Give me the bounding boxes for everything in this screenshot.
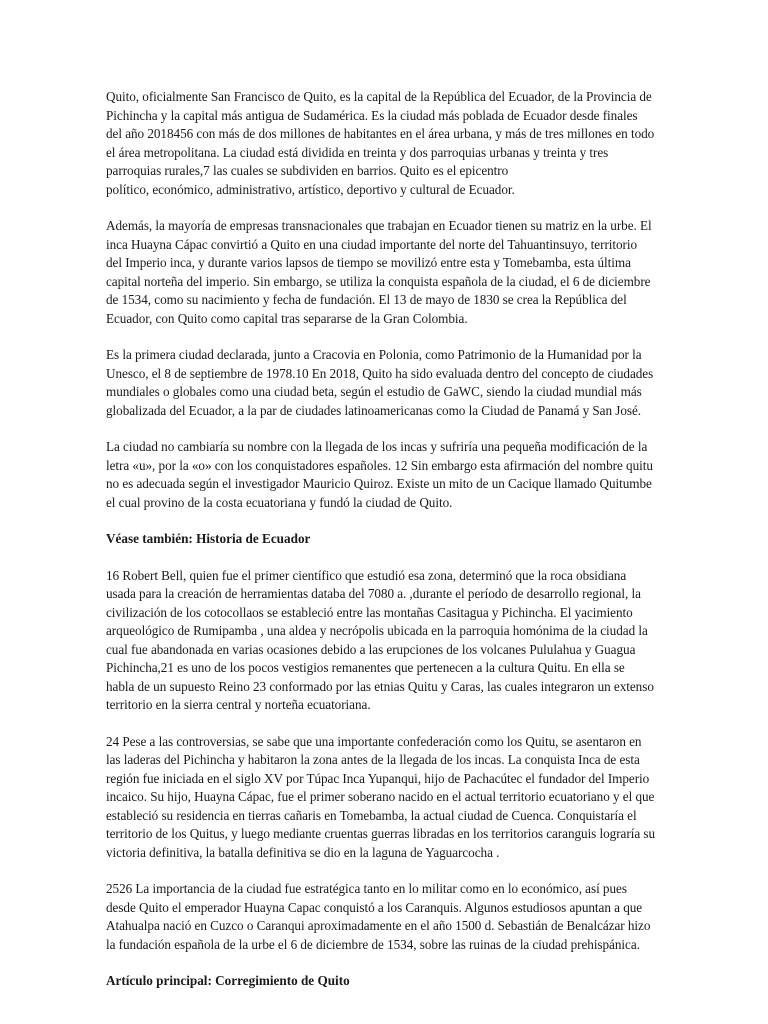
- text-line: arqueológico de Rumipamba , una aldea y necrópolis ubicada en la parroquia homónima de la ciudad la: [106, 623, 648, 638]
- text-line: Pichincha,21 es uno de los pocos vestigios remanentes que pertenecen a la cultura Quitu. En ella se: [106, 660, 625, 675]
- text-line: 2526 La importancia de la ciudad fue estratégica tanto en lo militar como en lo económico, así pues: [106, 881, 627, 896]
- paragraph-inca-conquest: [106, 733, 662, 863]
- text-line: región fue iniciada en el siglo XV por Túpac Inca Yupanqui, hijo de Pachacútec el fundador del Imperio: [106, 770, 650, 786]
- paragraph-prehistory: [106, 567, 662, 715]
- text-line: La ciudad no cambiaría su nombre con la llegada de los incas y sufriría una pequeña modificación de la: [106, 439, 648, 454]
- text-line: no es adecuada según el investigador Mauricio Quiroz. Existe un mito de un Cacique llamado Quitumbe: [106, 476, 652, 491]
- paragraph-intro: [106, 88, 662, 199]
- text-line: cual fue abandonada en varias ocasiones debido a las erupciones de los volcanes Pululahua y Guagua: [106, 641, 636, 657]
- text-line: las laderas del Pichincha y habitaron la zona antes de la llegada de los incas. La conquista Inca de esta: [106, 752, 640, 767]
- text-line: victoria definitiva, la batalla definitiva se dio en la laguna de Yaguarcocha .: [106, 844, 500, 860]
- text-line: Pichincha y la capital más antigua de Sudamérica. Es la ciudad más poblada de Ecuador desde finales: [106, 107, 638, 123]
- text-line: inca Huayna Cápac convirtió a Quito en una ciudad importante del norte del Tahuantinsuyo, territorio: [106, 236, 638, 252]
- paragraph-name-origin: [106, 438, 662, 512]
- text-line: Unesco, el 8 de septiembre de 1978.10 En 2018, Quito ha sido evaluada dentro del concepto de ciudades: [106, 365, 654, 381]
- main-article-heading: Artículo principal: Corregimiento de Quito: [106, 973, 350, 988]
- text-line: de 1534, como su nacimiento y fecha de fundación. El 13 de mayo de 1830 se crea la República del: [106, 292, 627, 307]
- text-line: capital norteña del imperio. Sin embargo, se utiliza la conquista española de la ciudad, el 6 de diciembre: [106, 273, 651, 289]
- text-line: Quito, oficialmente San Francisco de Quito, es la capital de la República del Ecuador, de la Provincia de: [106, 89, 652, 104]
- text-line: parroquias rurales,7 las cuales se subdividen en barrios. Quito es el epicentro: [106, 163, 509, 178]
- text-line: desde Quito el emperador Huayna Capac conquistó a los Caranquis. Algunos estudiosos apuntan a que: [106, 899, 643, 915]
- text-line: Atahualpa nació en Cuzco o Caranqui aproximadamente en el año 1500 d. Sebastián de Benalcázar hizo: [106, 918, 651, 933]
- text-line: el área metropolitana. La ciudad está dividida en treinta y dos parroquias urbanas y treinta y tres: [106, 144, 609, 160]
- paragraph-heritage: [106, 346, 662, 420]
- text-line: político, económico, administrativo, artístico, deportivo y cultural de Ecuador.: [106, 181, 515, 197]
- text-line: 24 Pese a las controversias, se sabe que una importante confederación como los Quitu, se asentaron en: [106, 733, 642, 749]
- text-line: Es la primera ciudad declarada, junto a Cracovia en Polonia, como Patrimonio de la Humanidad por la: [106, 347, 642, 362]
- text-line: civilización de los cotocollaos se estableció entre las montañas Casitagua y Pichincha. El yacimiento: [106, 604, 633, 620]
- see-also-heading: Véase también: Historia de Ecuador: [106, 531, 311, 546]
- paragraph-history: [106, 217, 662, 328]
- text-line: territorio en la sierra central y norteña ecuatoriana.: [106, 697, 371, 712]
- text-line: globalizada del Ecuador, a la par de ciudades latinoamericanas como la Ciudad de Panamá y San José.: [106, 402, 642, 418]
- text-line: letra «u», por la «o» con los conquistadores españoles. 12 Sin embargo esta afirmación del nombre quitu: [106, 457, 653, 473]
- paragraph-spanish-foundation: [106, 880, 662, 954]
- text-line: mundiales o globales como una ciudad beta, según el estudio de GaWC, siendo la ciudad mundial más: [106, 384, 642, 399]
- text-line: usada para la creación de herramientas databa del 7080 a. ,durante el período de desarrollo regional, la: [106, 586, 641, 601]
- text-line: 16 Robert Bell, quien fue el primer científico que estudió esa zona, determinó que la roca obsidiana: [106, 567, 627, 583]
- text-line: Ecuador, con Quito como capital tras separarse de la Gran Colombia.: [106, 310, 468, 326]
- text-line: habla de un supuesto Reino 23 conformado por las etnias Quitu y Caras, las cuales integraron un extenso: [106, 678, 654, 694]
- text-line: territorio de los Quitus, y luego mediante cruentas guerras libradas en los territorios caranguis lograría su: [106, 826, 655, 841]
- text-line: del Imperio inca, y durante varios lapsos de tiempo se movilizó entre esta y Tomebamba, esta última: [106, 255, 631, 270]
- document-page: [106, 88, 662, 1009]
- text-line: incaico. Su hijo, Huayna Cápac, fue el primer soberano nacido en el actual territorio ecuatoriano y el que: [106, 789, 655, 804]
- text-line: Además, la mayoría de empresas transnacionales que trabajan en Ecuador tienen su matriz en la urbe. El: [106, 218, 652, 233]
- text-line: del año 2018456 con más de dos millones de habitantes en el área urbana, y más de tres millones en todo: [106, 126, 655, 141]
- text-line: el cual provino de la costa ecuatoriana y fundó la ciudad de Quito.: [106, 494, 453, 510]
- text-line: la fundación española de la urbe el 6 de diciembre de 1534, sobre las ruinas de la ciudad prehispánica.: [106, 936, 640, 952]
- text-line: estableció su residencia en tierras cañaris en Tomebamba, la actual ciudad de Cuenca. Conquistaría el: [106, 807, 637, 823]
